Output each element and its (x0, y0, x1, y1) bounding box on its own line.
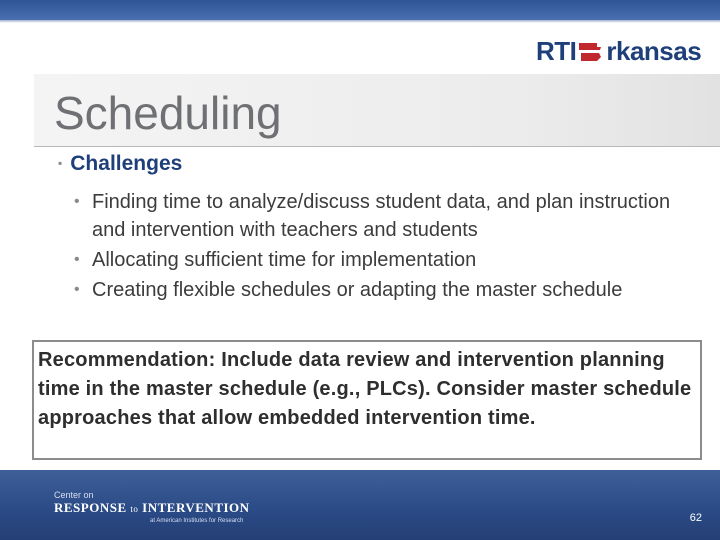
footer-logo-response: RESPONSE (54, 500, 127, 515)
sub-bullet-list (74, 188, 694, 306)
slide-title: Scheduling (54, 87, 282, 139)
square-bullet-icon: ▪ (58, 156, 63, 170)
list-item (74, 276, 694, 304)
arkansas-state-icon (577, 39, 605, 63)
top-banner-shadow (0, 20, 720, 23)
footer-logo-to: to (130, 504, 139, 514)
footer-logo-line3: at American Institutes for Research (150, 518, 244, 524)
top-banner (0, 0, 720, 20)
list-item-text: Allocating sufficient time for implementation (92, 249, 477, 271)
logo-text-rti: RTI (536, 35, 577, 66)
footer-logo-line2 (54, 500, 250, 516)
page-number: 62 (689, 512, 702, 524)
bullet-label: Challenges (70, 152, 183, 175)
footer-logo-intervention: INTERVENTION (142, 500, 250, 515)
dot-bullet-icon: • (74, 251, 80, 268)
dot-bullet-icon: • (74, 281, 80, 298)
list-item-text: Finding time to analyze/discuss student data, and plan instruction and intervention with teachers and students (92, 191, 671, 241)
recommendation-box (32, 340, 702, 460)
list-item (74, 188, 694, 244)
bullet-challenges (58, 152, 182, 176)
list-item (74, 246, 694, 274)
center-on-rti-logo (54, 490, 250, 524)
footer-logo-line1: Center on (54, 490, 94, 500)
rti-arkansas-logo (536, 34, 701, 68)
list-item-text: Creating flexible schedules or adapting the master schedule (92, 279, 623, 301)
logo-text-state: rkansas (606, 35, 702, 66)
dot-bullet-icon: • (74, 193, 80, 210)
recommendation-text: Recommendation: Include data review and intervention planning time in the master schedule (e.g., PLCs). Consider master schedule approaches that allow embedded intervention time. (38, 349, 692, 429)
